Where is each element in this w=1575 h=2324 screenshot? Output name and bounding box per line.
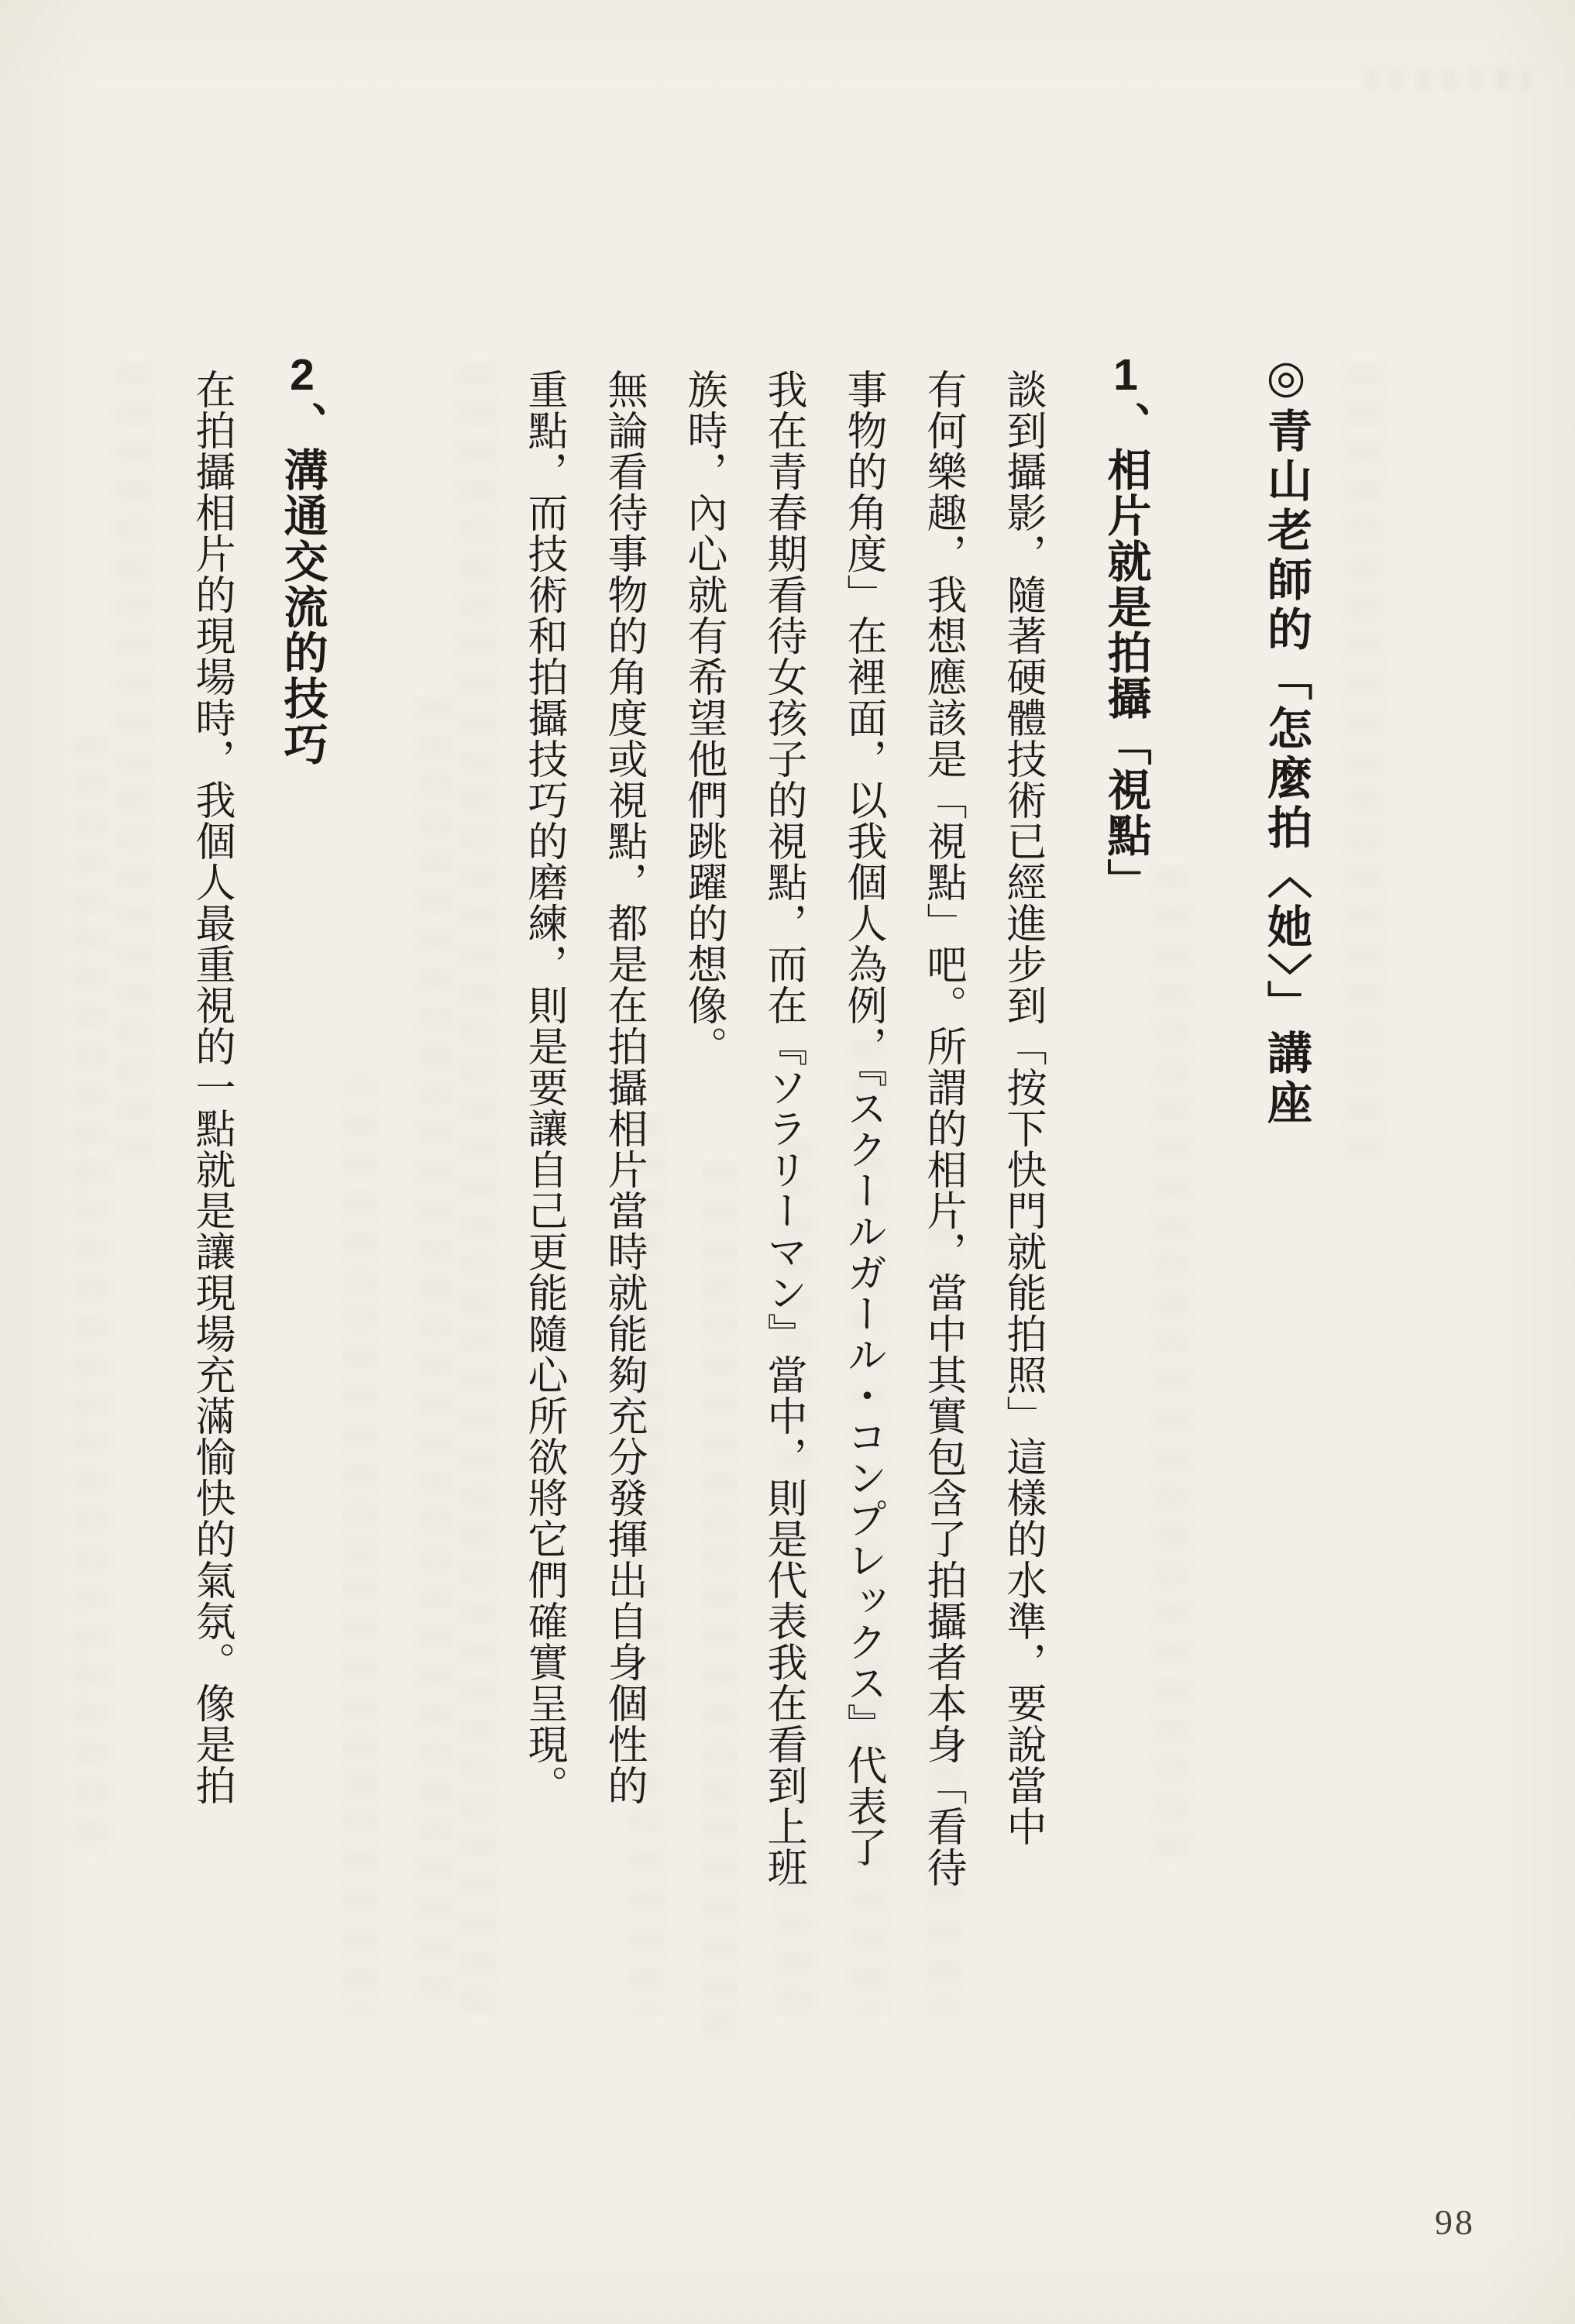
text-column-line: 在拍攝相片的現場時，我個人最重視的一點就是讓現場充滿愉快的氣氛。像是拍 [189,369,233,1806]
section-2-heading: 2、溝通交流的技巧 [277,350,327,767]
section-1-heading: 1、相片就是拍攝「視點」 [1101,350,1150,904]
text-column-line: 無論看待事物的角度或視點，都是在拍攝相片當時就能夠充分發揮出自身個性的 [601,369,645,1806]
page-number: 98 [1435,2202,1475,2242]
text-column-line: 族時，內心就有希望他們跳躍的想像。 [681,369,725,1067]
text-column-line: 事物的角度」在裡面，以我個人為例，『スクールガール・コンプレックス』代表了 [841,369,885,1868]
text-column-line: 重點，而技術和拍攝技巧的磨練，則是要讓自己更能隨心所欲將它們確實呈現。 [521,369,566,1806]
text-column-line: 我在青春期看待女孩子的視點，而在『ソラリーマン』當中，則是代表我在看到上班 [761,369,805,1888]
text-column-line: 談到攝影，隨著硬體技術已經進步到「按下快門就能拍照」這樣的水準，要說當中 [1000,369,1044,1847]
vertical-text-article [171,350,1329,1903]
text-column-line: 有何樂趣，我想應該是「視點」吧。所謂的相片，當中其實包含了拍攝者本身「看待 [920,369,965,1888]
article-title: ◎青山老師的「怎麼拍〈她〉」講座 [1260,350,1311,1129]
